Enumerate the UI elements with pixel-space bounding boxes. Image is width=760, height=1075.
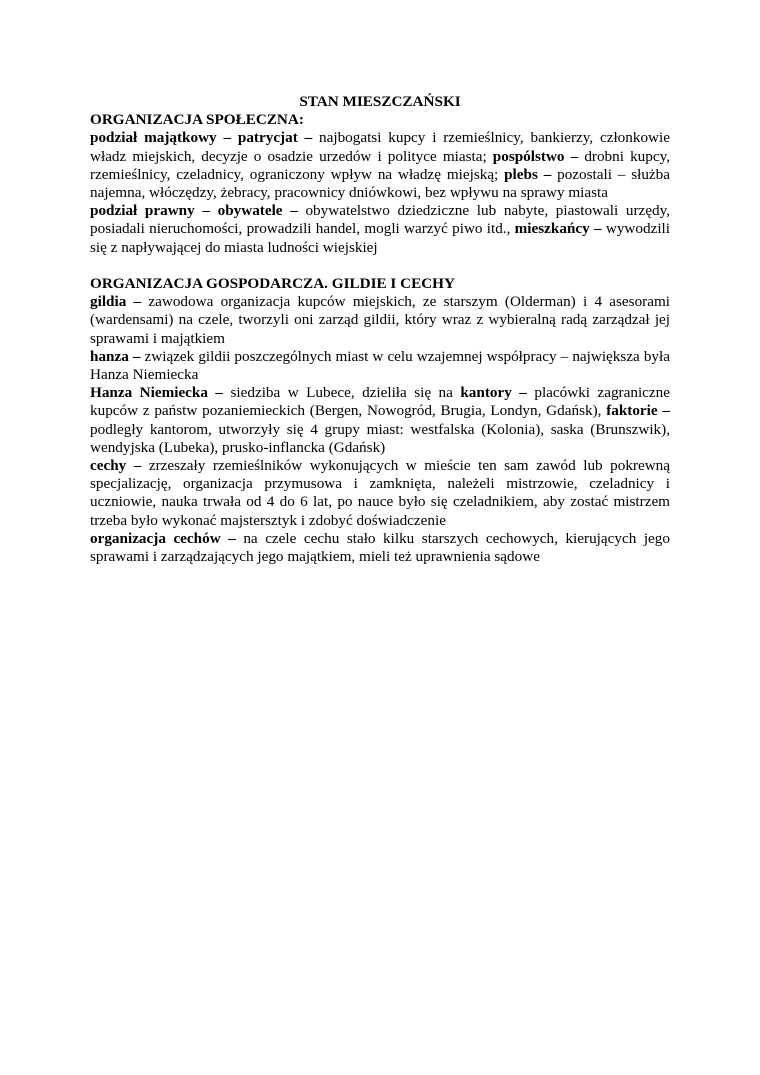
paragraph-legal-division bbox=[90, 202, 670, 257]
section-heading-social: ORGANIZACJA SPOŁECZNA: bbox=[90, 111, 304, 129]
definition-text: zawodowa organizacja kupców miejskich, ze starszym (Olderman) i 4 asesorami (wardensami) na czele, tworzyli oni zarząd gildii, który wraz z wybieralną radą zarządzał jej sprawami i majątkiem bbox=[90, 293, 671, 347]
section-heading-economic: ORGANIZACJA GOSPODARCZA. GILDIE I CECHY bbox=[90, 275, 455, 293]
term-hanza-niemiecka: Hanza Niemiecka – bbox=[90, 384, 224, 402]
term-cechy: cechy – bbox=[90, 457, 142, 475]
term-plebs: plebs – bbox=[504, 165, 552, 183]
definition-text: obywatelstwo dziedziczne lub nabyte, piastowali urzędy, posiadali nieruchomości, prowadzili handel, mogli warzyć piwo itd., bbox=[90, 202, 670, 238]
term-organizacja-cechow: organizacja cechów – bbox=[90, 529, 236, 547]
term-obywatele: podział prawny – obywatele – bbox=[90, 202, 298, 220]
definition-text: drobni kupcy, rzemieślnicy, czeladnicy, ograniczony wpływ na władzę miejską; bbox=[90, 147, 670, 183]
term-pospolstwo: pospólstwo – bbox=[492, 147, 579, 165]
paragraph-organizacja-cechow bbox=[90, 530, 670, 566]
term-kantory: kantory – bbox=[460, 384, 527, 402]
paragraph-gildia bbox=[90, 293, 670, 348]
paragraph-hanza-niemiecka bbox=[90, 384, 670, 457]
term-mieszkancy: mieszkańcy – bbox=[514, 220, 602, 238]
definition-text: wywodzili się z napływającej do miasta ludności wiejskiej bbox=[90, 220, 670, 256]
section-spacer bbox=[90, 257, 670, 275]
term-faktorie: faktorie – bbox=[606, 402, 670, 420]
definition-text: zrzeszały rzemieślników wykonujących w mieście ten sam zawód lub pokrewną specjalizację, organizacja przymusowa i zamknięta, należeli mistrzowie, czeladnicy i uczniowie, nauka trwała od 4 do 6 lat, po nauce było się czeladnikiem, aby zostać mistrzem trzeba było wykonać majstersztyk i zdobyć doświadczenie bbox=[90, 457, 671, 529]
definition-text: podległy kantorom, utworzyły się 4 grupy miast: westfalska (Kolonia), saska (Brunszwik), wendyjska (Lubeka), prusko-inflancka (Gdańsk) bbox=[90, 420, 670, 456]
paragraph-hanza bbox=[90, 348, 670, 384]
definition-text: na czele cechu stało kilku starszych cechowych, kierujących jego sprawami i zarządzających jego majątkiem, mieli też uprawnienia sądowe bbox=[90, 529, 670, 566]
paragraph-cechy bbox=[90, 457, 670, 530]
document-page bbox=[90, 93, 670, 566]
definition-text: placówki zagraniczne kupców z państw pozaniemieckich (Bergen, Nowogród, Brugia, Londyn, Gdańsk), bbox=[90, 384, 670, 420]
definition-text: siedziba w Lubece, dzieliła się na bbox=[223, 384, 461, 402]
term-hanza: hanza – bbox=[90, 347, 141, 365]
term-gildia: gildia – bbox=[90, 293, 142, 311]
document-title: STAN MIESZCZAŃSKI bbox=[299, 93, 461, 110]
definition-text: najbogatsi kupcy i rzemieślnicy, bankierzy, członkowie władz miejskich, decyzje o osadzie urzedów i polityce miasta; bbox=[90, 129, 670, 165]
definition-text: związek gildii poszczególnych miast w celu wzajemnej współpracy – największa była Hanza Niemiecka bbox=[90, 347, 670, 384]
definition-text: pozostali – służba najemna, włóczędzy, żebracy, pracownicy dniówkowi, bez wpływu na sprawy miasta bbox=[90, 165, 670, 202]
term-patrycjat: podział majątkowy – patrycjat – bbox=[90, 129, 313, 147]
paragraph-property-division bbox=[90, 129, 670, 202]
